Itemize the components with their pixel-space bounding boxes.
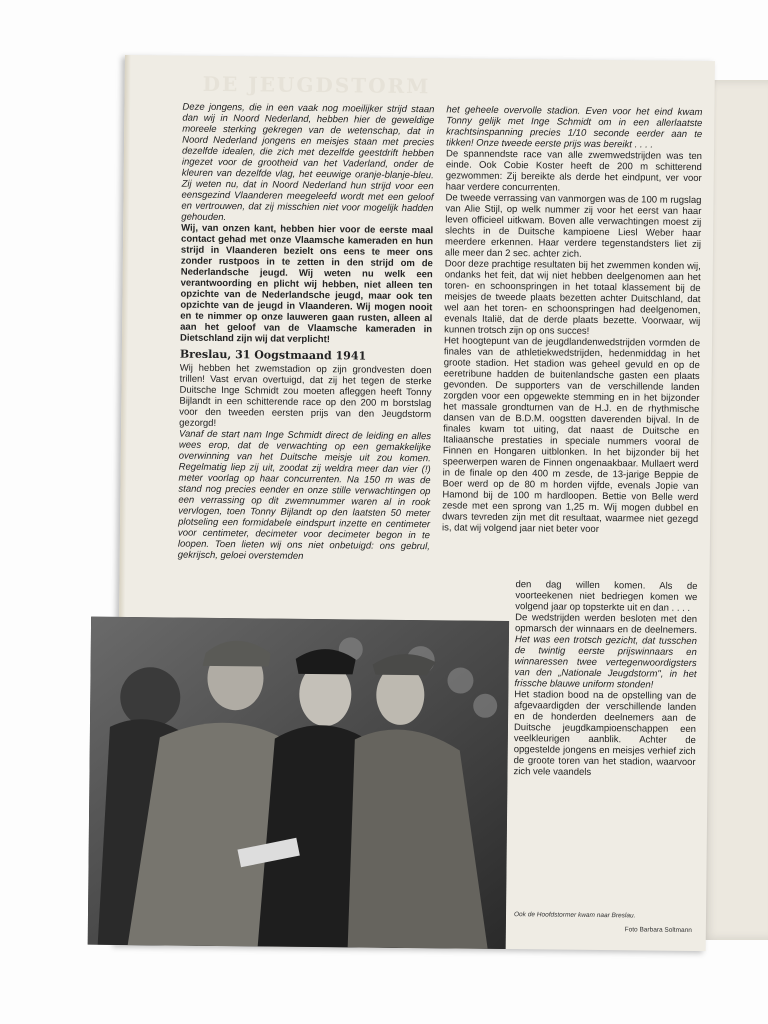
paragraph [514, 612, 697, 691]
intro-paragraph: Deze jongens, die in een vaak nog moeilijker strijd staan dan wij in Noord Nederland, hebben hier de geweldige moreele sterking gekregen van de wetenschap, dat in Noord Nederland jongens en meisjes staan met precies dezelfde idealen, die zich met dezelfde geestdrift hebben ingezet voor de grootheid van het Vaderland, onder de kleuren van dezelfde vlag, het eeuwige oranje-blanje-bleu. Zij weten nu, dat in Noord Nederland hun strijd voor een eensgezind Vlaanderen meegeleefd wordt met een geloof en vertrouwen, dat zij misschien niet voor mogelijk hadden gehouden. [181, 101, 435, 224]
show-through-title: DE JEUGDSTORM [202, 71, 431, 99]
right-narrow-column [513, 579, 697, 779]
left-column [178, 102, 435, 564]
bold-paragraph: Wij, van onzen kant, hebben hier voor de eerste maal contact gehad met onze Vlaamsche kameraden en hun strijd in Vlaanderen bezielt ons eens te meer ons zonder rustpoos in te zetten in den strijd om de Nederlandsche jeugd. Wij weten nu welk een verantwoording en plicht wij hebben, niet alleen ten opzichte van de Nederlandsche jeugd, maar ook ten opzichte van de jeugd in Vlaanderen. Wij mogen nooit en te nimmer op onze lauweren gaan rusten, alleen al aan het geloof van de Vlaamsche kameraden in Dietschland zijn wij dat verplicht! [179, 222, 434, 346]
paragraph-italic: Het was een trotsch gezicht, dat tusschen de twintig eerste prijswinnaars en winnaressen twee vertegenwoordigsters van den „Nationale Jeugdstorm", in het frissche blauwe uniform stonden! [514, 634, 697, 691]
paragraph-start: De wedstrijden werden besloten met den opmarsch der winnaars en de deelnemers. [514, 612, 698, 637]
paragraph-italic: Vanaf de start nam Inge Schmidt direct de leiding en alles wees erop, dat de verwachting op een gemakkelijke overwinning van het Duitsche meisje uit zou komen. Regelmatig liep zij uit, zoodat zij weldra meer dan vier (!) meter voorlag op haar concurrenten. Na 150 m was de stand nog precies eender en onze stille verwachtingen op een verrassing op dit zwemnummer waren al in rook vervlogen, toen Tonny Bijlandt op den laatsten 50 meter plotseling een formidabele eindspurt inzette en centimeter voor centimeter, decimeter voor decimeter begon in te loopen. Toen lieten wij ons niet onbetuigd: ons gebrul, gekrijsch, geloei overstemden [177, 428, 432, 562]
photograph-officials-in-stands [88, 617, 509, 949]
paragraph: Het hoogtepunt van de jeugdlandenwedstrijden vormden de finales van de athletiekwedstrijden, hedenmiddag in het groote stadion. Het stadion was geheel gevuld en op de eeretribune hadden de buitenlandsche gasten een plaats gevonden. De supporters van de verschillende landen zorgden voor een opgewekte stemming en in het bijzonder het massale grondturnen van de H.J. en de rhythmische dansen van de B.D.M. oogstten daverenden bijval. In de finales kwam tot uiting, dat naast de Duitsche en Italiaansche prestaties in speciale nummers vooral de Finnen en Hongaren uitblonken. In het bijzonder bij het speerwerpen waren de Finnen ongenaakbaar. Mullaert werd in de finale op den 400 m zesde, de 13-jarige Beppie de Boer werd op de 80 m horden vijfde, evenals Jopie van Hamond bij de 100 m hardloopen. Bettie von Belle werd zesde met een sprong van 1,25 m. Wij mogen dubbel en dwars tevreden zijn met dit resultaat, waarmee niet gezegd is, dat wij volgend jaar niet beter voor [442, 335, 701, 535]
right-column [442, 104, 702, 536]
magazine-page [116, 55, 715, 951]
paragraph: den dag willen komen. Als de voorteekenen niet bedriegen komen we volgend jaar op topsterkte uit en dan . . . . [515, 579, 698, 614]
paragraph: Door deze prachtige resultaten bij het zwemmen konden wij, ondanks het feit, dat wij niet hebben deelgenomen aan het toren- en schoonspringen in het totaal klassement bij de meisjes de tweede plaats bezetten achter Duitschland, dat wel aan het toren- en schoonspringen had deelgenomen, evenals Italië, dat de derde plaats bezette. Voorwaar, wij kunnen trotsch zijn op ons succes! [444, 258, 701, 337]
paragraph: Wij hebben het zwemstadion op zijn grondvesten doen trillen! Vast ervan overtuigd, dat zij het tegen de sterke Duitsche Inge Schmidt zou moeten afleggen heeft Tonny Bijlandt in een schitterende race op den 200 m borstslag voor den tweeden eersten prijs van den Jeugdstorm gezorgd! [179, 362, 432, 429]
photo-credit: Foto Barbara Soltmann [624, 926, 692, 934]
paragraph: Het stadion bood na de opstelling van de afgevaardigden der verschillende landen en de honderden deelnemers aan de Duitsche jeugdkampioenschappen een veelkleurigen aanblik. Achter de opgestelde jongens en meisjes verhief zich de groote toren van het stadion, waarvoor zich vele vaandels [513, 689, 697, 778]
photo-illustration [88, 617, 509, 949]
section-heading: Breslau, 31 Oogstmaand 1941 [179, 347, 367, 363]
paragraph-italic: het geheele overvolle stadion. Even voor het eind kwam Tonny gelijk met Inge Schmidt om in een allerlaatste krachtsinspanning precies 1/10 seconde eerder aan te tikken! Onze tweede eerste prijs was bereikt . . . . [446, 104, 703, 151]
paragraph: De tweede verrassing van vanmorgen was de 100 m rugslag van Alie Stijl, op welk nummer zij voor het eerst van haar leven officieel uitkwam. Boven alle verwachtingen moest zij slechts in de Duitsche kampioene Liesl Weber haar meerdere erkennen. Haar verdere tegenstandsters liet zij alle meer dan 2 sec. achter zich. [444, 192, 702, 260]
photo-caption: Ook de Hoofdstormer kwam naar Breslau. [513, 911, 636, 920]
paragraph: De spannendste race van alle zwemwedstrijden was ten einde. Ook Cobie Koster heeft de 200 m schitterend gezwommen: Zij bereikte als derde het eindpunt, ver voor haar verdere concurrenten. [445, 148, 703, 194]
